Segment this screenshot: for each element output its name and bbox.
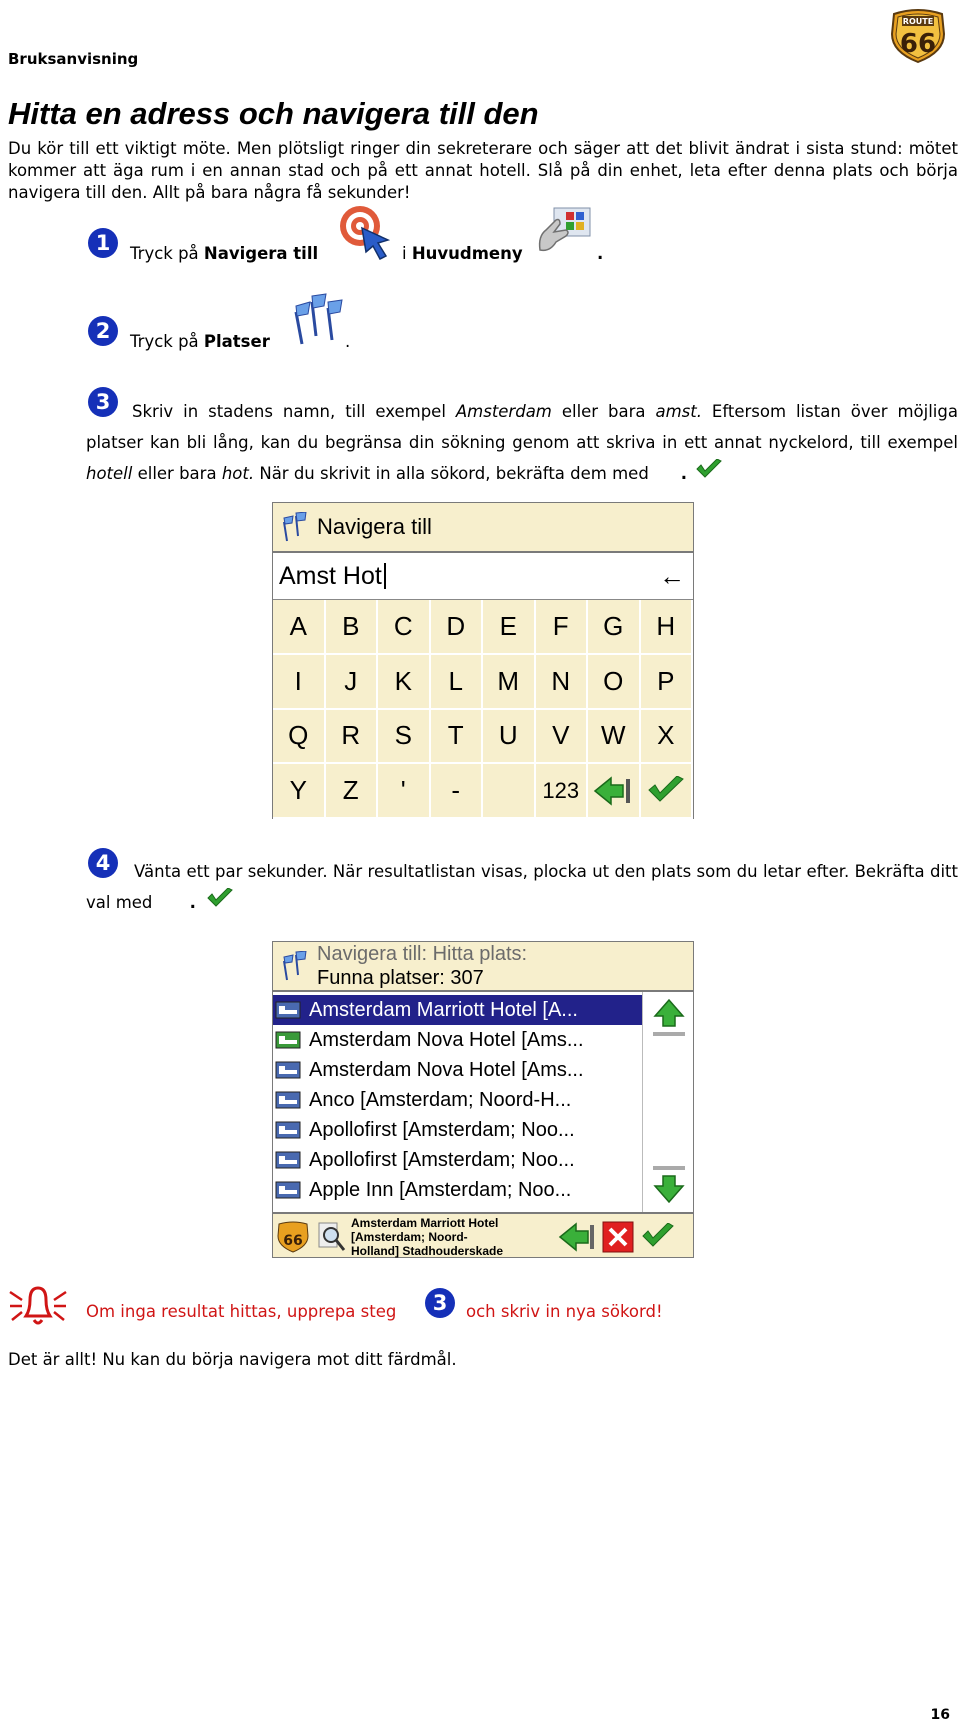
platser-flags-icon <box>288 292 344 348</box>
keyboard-key[interactable]: D <box>431 600 484 655</box>
result-label: Anco [Amsterdam; Noord-H... <box>309 1088 572 1111</box>
page-number: 16 <box>930 1707 950 1723</box>
keyboard-key[interactable]: A <box>273 600 326 655</box>
result-label: Amsterdam Nova Hotel [Ams... <box>309 1028 584 1051</box>
document-header-label: Bruksanvisning <box>8 50 139 68</box>
result-row[interactable] <box>273 1175 642 1205</box>
keyboard-screen-header <box>273 503 693 551</box>
keyboard-key[interactable]: ' <box>378 764 431 819</box>
keyboard-screen <box>272 502 694 819</box>
hotel-bed-icon <box>275 1030 305 1050</box>
page-title: Hitta en adress och navigera till den <box>8 96 539 131</box>
keyboard-key[interactable]: G <box>588 600 641 655</box>
step-3-i2: amst. <box>655 402 702 421</box>
step-3-i1: Amsterdam <box>455 402 552 421</box>
keyboard-key[interactable]: J <box>326 655 379 710</box>
hotel-bed-icon <box>275 1090 305 1110</box>
hotel-bed-icon <box>275 1120 305 1140</box>
results-list <box>273 992 642 1212</box>
route66-logo <box>888 8 948 64</box>
search-input-value: Amst Hot <box>279 561 382 590</box>
keyboard-key[interactable] <box>483 764 536 819</box>
step-1-mid: i <box>402 244 412 263</box>
step-1-text <box>130 244 318 263</box>
navigera-flags-icon <box>273 512 317 542</box>
backspace-arrow-icon[interactable]: ← <box>659 560 685 591</box>
keyboard-key[interactable]: 123 <box>536 764 589 819</box>
results-body <box>273 992 693 1212</box>
step-1-bold-navigera: Navigera till <box>203 244 319 263</box>
alarm-bell-icon <box>8 1280 68 1328</box>
keyboard-key[interactable]: W <box>588 710 641 765</box>
keyboard-grid <box>273 600 693 819</box>
keyboard-key[interactable]: I <box>273 655 326 710</box>
step-3-number-icon: 3 <box>88 387 118 417</box>
keyboard-back-key[interactable] <box>588 764 641 819</box>
step-3-paragraph <box>86 396 958 491</box>
keyboard-key[interactable]: P <box>641 655 694 710</box>
result-row[interactable] <box>273 1085 642 1115</box>
step-4-end: . <box>189 893 196 912</box>
cancel-x-icon[interactable] <box>598 1221 638 1253</box>
warning-text-pre: Om inga resultat hittas, upprepa steg <box>86 1302 397 1321</box>
step-2-bold-platser: Platser <box>203 332 270 351</box>
keyboard-key[interactable]: C <box>378 600 431 655</box>
step-1-number-icon: 1 <box>88 228 118 258</box>
step-1-end: . <box>597 244 604 263</box>
step-1-pre: Tryck på <box>130 244 204 263</box>
step-3-t1: Skriv in stadens namn, till exempel <box>132 402 456 421</box>
step-3-t2: eller bara <box>551 402 656 421</box>
keyboard-key[interactable]: E <box>483 600 536 655</box>
keyboard-key[interactable]: R <box>326 710 379 765</box>
svg-text:66: 66 <box>899 29 937 59</box>
keyboard-key[interactable]: N <box>536 655 589 710</box>
svg-text:66: 66 <box>283 1232 303 1249</box>
final-sentence: Det är allt! Nu kan du börja navigera mot ditt färdmål. <box>8 1350 457 1369</box>
keyboard-key[interactable]: F <box>536 600 589 655</box>
result-row[interactable] <box>273 1025 642 1055</box>
keyboard-key[interactable]: H <box>641 600 694 655</box>
scroll-up-arrow-icon[interactable] <box>653 998 685 1032</box>
text-cursor <box>384 563 386 589</box>
svg-text:ROUTE: ROUTE <box>902 17 934 26</box>
detail-line1: Amsterdam Marriott Hotel <box>351 1215 499 1230</box>
keyboard-key[interactable]: V <box>536 710 589 765</box>
confirm-check-button[interactable] <box>638 1223 678 1251</box>
step-4-paragraph <box>86 856 958 920</box>
hotel-bed-icon <box>275 1180 305 1200</box>
result-row[interactable] <box>273 1055 642 1085</box>
detail-line3: Holland] Stadhouderskade <box>351 1243 504 1258</box>
back-arrow-icon[interactable] <box>556 1222 598 1252</box>
keyboard-key[interactable]: L <box>431 655 484 710</box>
keyboard-key[interactable]: O <box>588 655 641 710</box>
results-footer <box>273 1212 693 1259</box>
results-screen <box>272 941 694 1258</box>
scroll-down-arrow-icon[interactable] <box>653 1174 685 1208</box>
step-3-t3: Eftersom listan över möjliga platser kan bli lång, kan du begränsa din sökning genom att skriva in ett annat nyckelord, till exempel <box>86 402 958 452</box>
result-label: Amsterdam Marriott Hotel [A... <box>309 998 578 1021</box>
hotel-bed-icon <box>275 1150 305 1170</box>
keyboard-confirm-key[interactable] <box>641 764 694 819</box>
step-4-text: Vänta ett par sekunder. När resultatlistan visas, plocka ut den plats som du letar efter. Bekräfta ditt val med <box>86 862 958 912</box>
keyboard-key[interactable]: Y <box>273 764 326 819</box>
keyboard-key[interactable]: Z <box>326 764 379 819</box>
confirm-check-icon <box>647 776 685 806</box>
keyboard-key[interactable]: B <box>326 600 379 655</box>
results-scrollbar[interactable] <box>642 992 693 1212</box>
step-2-end: . <box>345 332 351 351</box>
step-3-i3: hotell <box>86 464 133 483</box>
result-row[interactable] <box>273 995 642 1025</box>
intro-paragraph: Du kör till ett viktigt möte. Men plötsligt ringer din sekreterare och säger att det blivit ändrat i sista stund: mötet kommer att äga rum i en annan stad och på ett annat hotell. Slå på din enhet, leta efter denna plats och börja navigera till den. Allt på bara några få sekunder! <box>8 139 958 202</box>
keyboard-key[interactable]: K <box>378 655 431 710</box>
step-3-end: . <box>680 464 688 483</box>
keyboard-key[interactable]: - <box>431 764 484 819</box>
result-label: Amsterdam Nova Hotel [Ams... <box>309 1058 584 1081</box>
hotel-bed-icon <box>275 1060 305 1080</box>
confirm-check-icon <box>649 459 681 491</box>
result-row[interactable] <box>273 1115 642 1145</box>
step-3-i4: hot. <box>221 464 255 483</box>
keyboard-key[interactable]: S <box>378 710 431 765</box>
step-2-text <box>130 332 270 351</box>
navigera-flags-icon <box>273 951 317 981</box>
keyboard-screen-title: Navigera till <box>317 514 432 539</box>
search-magnifier-icon[interactable] <box>313 1221 351 1253</box>
keyboard-key[interactable]: T <box>431 710 484 765</box>
step-2-pre: Tryck på <box>130 332 204 351</box>
keyboard-key[interactable]: M <box>483 655 536 710</box>
result-label: Apollofirst [Amsterdam; Noo... <box>309 1118 575 1141</box>
warning-step-3-icon: 3 <box>425 1288 455 1318</box>
result-label: Apollofirst [Amsterdam; Noo... <box>309 1148 575 1171</box>
step-1-bold-huvudmeny: Huvudmeny <box>411 244 523 263</box>
results-title-line1: Navigera till: Hitta plats: <box>317 943 528 965</box>
back-arrow-icon <box>593 776 633 806</box>
keyboard-key[interactable]: U <box>483 710 536 765</box>
warning-text-post: och skriv in nya sökord! <box>466 1302 663 1321</box>
confirm-check-icon <box>158 888 190 920</box>
selected-place-detail <box>351 1216 556 1258</box>
step-1-mid-text <box>402 244 523 263</box>
step-3-t4: eller bara <box>132 464 222 483</box>
step-2-number-icon: 2 <box>88 316 118 346</box>
hotel-bed-icon <box>275 1000 305 1020</box>
step-3-t5: När du skrivit in alla sökord, bekräfta dem med <box>254 464 649 483</box>
navigera-till-icon <box>338 204 396 260</box>
search-input[interactable] <box>273 551 693 600</box>
keyboard-key[interactable]: Q <box>273 710 326 765</box>
route66-small-icon[interactable] <box>273 1220 313 1254</box>
results-title-line2: Funna platser: 307 <box>317 967 484 989</box>
huvudmeny-icon <box>536 206 594 256</box>
detail-line2: [Amsterdam; Noord- <box>351 1229 468 1244</box>
step-4-number-icon: 4 <box>88 848 118 878</box>
result-label: Apple Inn [Amsterdam; Noo... <box>309 1178 572 1201</box>
scroll-top-bar <box>653 1032 685 1036</box>
result-row[interactable] <box>273 1145 642 1175</box>
results-screen-header <box>273 942 693 992</box>
scroll-bottom-bar <box>653 1166 685 1170</box>
keyboard-key[interactable]: X <box>641 710 694 765</box>
